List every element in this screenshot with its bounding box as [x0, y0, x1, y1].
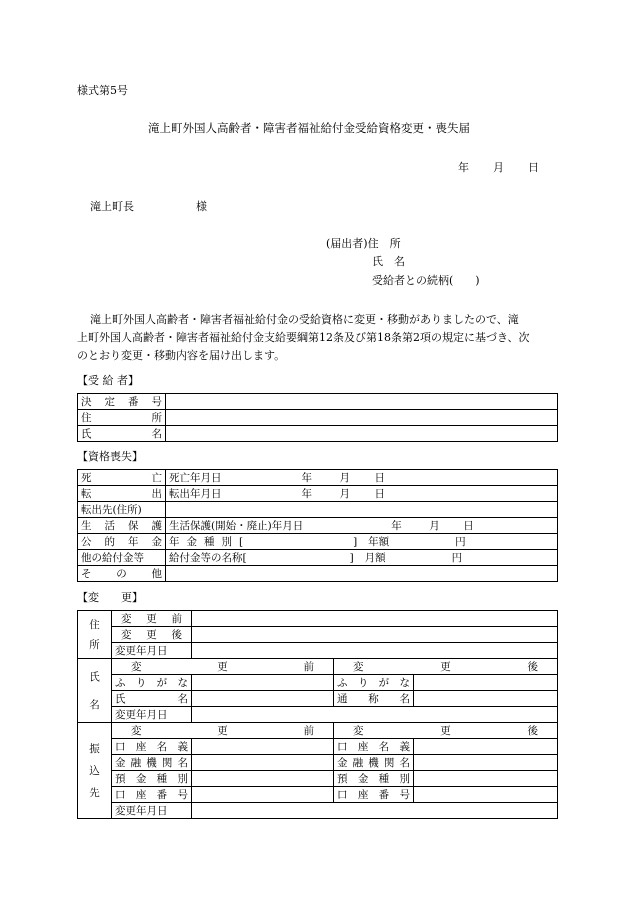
form-number: 様式第5号 [77, 84, 128, 97]
change-name-furigana-before-field[interactable] [192, 675, 334, 691]
change-transfer-after-header: 変 更 後 [334, 723, 558, 739]
change-transfer-account-holder-before-field[interactable] [192, 739, 334, 755]
change-name-shimei-field[interactable] [192, 691, 334, 707]
change-transfer-account-number-after-label: 口 座 番 号 [334, 787, 414, 803]
pension-amount-label: 年額 [368, 535, 390, 548]
applicant-name-label: 氏 名 [372, 255, 405, 268]
change-name-group: 氏 名 [78, 659, 112, 723]
other-benefit-name-label: 給付金等の名称[ [169, 551, 247, 564]
death-year: 年 [301, 471, 312, 484]
change-transfer-bank-before-field[interactable] [192, 755, 334, 771]
change-transfer-deposit-type-after-label: 預 金 種 別 [334, 771, 414, 787]
death-day: 日 [374, 471, 385, 484]
change-address-before-field[interactable] [192, 611, 558, 627]
other-benefit-bracket-close: ] [349, 551, 354, 564]
loss-other-field[interactable] [166, 566, 558, 582]
loss-heading: 【資格喪失】 [77, 450, 143, 463]
recipient-name-field[interactable] [166, 426, 558, 442]
change-transfer-bank-before-label: 金 融 機 関 名 [112, 755, 192, 771]
addressee-honorific: 様 [196, 200, 207, 213]
change-transfer-bank-after-label: 金 融 機 関 名 [334, 755, 414, 771]
change-transfer-group: 振 込 先 [78, 723, 112, 819]
loss-other-benefit-field[interactable] [166, 550, 558, 566]
loss-moveout-address-label: 転出先(住所) [78, 502, 166, 518]
body-line-1: 滝上町外国人高齢者・障害者福祉給付金の受給資格に変更・移動がありましたので、滝 [90, 313, 519, 326]
change-transfer-date-label: 変更年月日 [112, 803, 192, 819]
change-table [77, 610, 558, 819]
addressee-name: 滝上町長 [90, 200, 134, 213]
change-transfer-deposit-type-before-field[interactable] [192, 771, 334, 787]
pension-type-label: 年金種別[ [169, 535, 251, 548]
change-address-date-field[interactable] [192, 643, 558, 659]
recipient-heading: 【受 給 者】 [77, 374, 139, 387]
change-address-group: 住 所 [78, 611, 112, 659]
change-name-furigana-before-label: ふ り が な [112, 675, 192, 691]
change-transfer-before-header: 変 更 前 [112, 723, 334, 739]
body-line-2: 上町外国人高齢者・障害者福祉給付金支給要綱第12条及び第18条第2項の規定に基づき、次 [77, 331, 530, 344]
loss-moveout-address-field[interactable] [166, 502, 558, 518]
change-transfer-deposit-type-before-label: 預 金 種 別 [112, 771, 192, 787]
moveout-month: 月 [339, 487, 350, 500]
change-name-before-header: 変 更 前 [112, 659, 334, 675]
change-transfer-account-number-after-field[interactable] [414, 787, 558, 803]
change-transfer-account-holder-after-field[interactable] [414, 739, 558, 755]
recipient-decision-number-label: 決 定 番 号 [78, 394, 166, 410]
change-address-after-label: 変 更 後 [112, 627, 192, 643]
welfare-date-label: 生活保護(開始・廃止)年月日 [169, 519, 304, 532]
change-address-after-field[interactable] [192, 627, 558, 643]
change-name-date-field[interactable] [192, 707, 558, 723]
body-line-3: のとおり変更・移動内容を届け出します。 [77, 349, 286, 362]
date-month: 月 [493, 161, 504, 174]
change-transfer-date-field[interactable] [192, 803, 558, 819]
change-address-before-label: 変 更 前 [112, 611, 192, 627]
recipient-decision-number-field[interactable] [166, 394, 558, 410]
pension-bracket-close: ] [353, 535, 358, 548]
change-name-date-label: 変更年月日 [112, 707, 192, 723]
moveout-day: 日 [374, 487, 385, 500]
loss-welfare-field[interactable] [166, 518, 558, 534]
pension-yen: 円 [455, 535, 466, 548]
recipient-address-label: 住 所 [78, 410, 166, 426]
date-year: 年 [458, 161, 469, 174]
change-address-date-label: 変更年月日 [112, 643, 192, 659]
date-day: 日 [528, 161, 539, 174]
loss-death-label: 死 亡 [78, 470, 166, 486]
death-month: 月 [339, 471, 350, 484]
loss-death-field[interactable] [166, 470, 558, 486]
change-transfer-deposit-type-after-field[interactable] [414, 771, 558, 787]
loss-table [77, 469, 558, 582]
form-title: 滝上町外国人高齢者・障害者福祉給付金受給資格変更・喪失届 [148, 121, 470, 135]
change-name-furigana-after-field[interactable] [414, 675, 558, 691]
change-name-tsusho-field[interactable] [414, 691, 558, 707]
welfare-day: 日 [463, 519, 474, 532]
loss-moveout-label: 転 出 [78, 486, 166, 502]
loss-other-label: そ の 他 [78, 566, 166, 582]
loss-pension-field[interactable] [166, 534, 558, 550]
moveout-year: 年 [301, 487, 312, 500]
recipient-name-label: 氏 名 [78, 426, 166, 442]
loss-moveout-field[interactable] [166, 486, 558, 502]
loss-other-benefit-label: 他の給付金等 [78, 550, 166, 566]
recipient-table [77, 393, 558, 442]
other-benefit-yen: 円 [451, 551, 463, 564]
change-transfer-account-number-before-field[interactable] [192, 787, 334, 803]
change-transfer-bank-after-field[interactable] [414, 755, 558, 771]
loss-pension-label: 公 的 年 金 [78, 534, 166, 550]
applicant-address-label: (届出者)住 所 [326, 237, 401, 250]
change-name-after-header: 変 更 後 [334, 659, 558, 675]
applicant-relation-label: 受給者との続柄( ) [372, 274, 480, 287]
welfare-month: 月 [429, 519, 440, 532]
change-transfer-account-holder-before-label: 口 座 名 義 [112, 739, 192, 755]
change-name-furigana-after-label: ふ り が な [334, 675, 414, 691]
loss-welfare-label: 生 活 保 護 [78, 518, 166, 534]
welfare-year: 年 [391, 519, 402, 532]
change-name-shimei-label: 氏 名 [112, 691, 192, 707]
change-transfer-account-number-before-label: 口 座 番 号 [112, 787, 192, 803]
death-date-label: 死亡年月日 [169, 471, 222, 484]
other-benefit-amount-label: 月額 [364, 551, 386, 564]
recipient-address-field[interactable] [166, 410, 558, 426]
change-name-tsusho-label: 通 称 名 [334, 691, 414, 707]
moveout-date-label: 転出年月日 [169, 487, 222, 500]
change-transfer-account-holder-after-label: 口 座 名 義 [334, 739, 414, 755]
change-heading: 【変 更】 [77, 591, 143, 604]
